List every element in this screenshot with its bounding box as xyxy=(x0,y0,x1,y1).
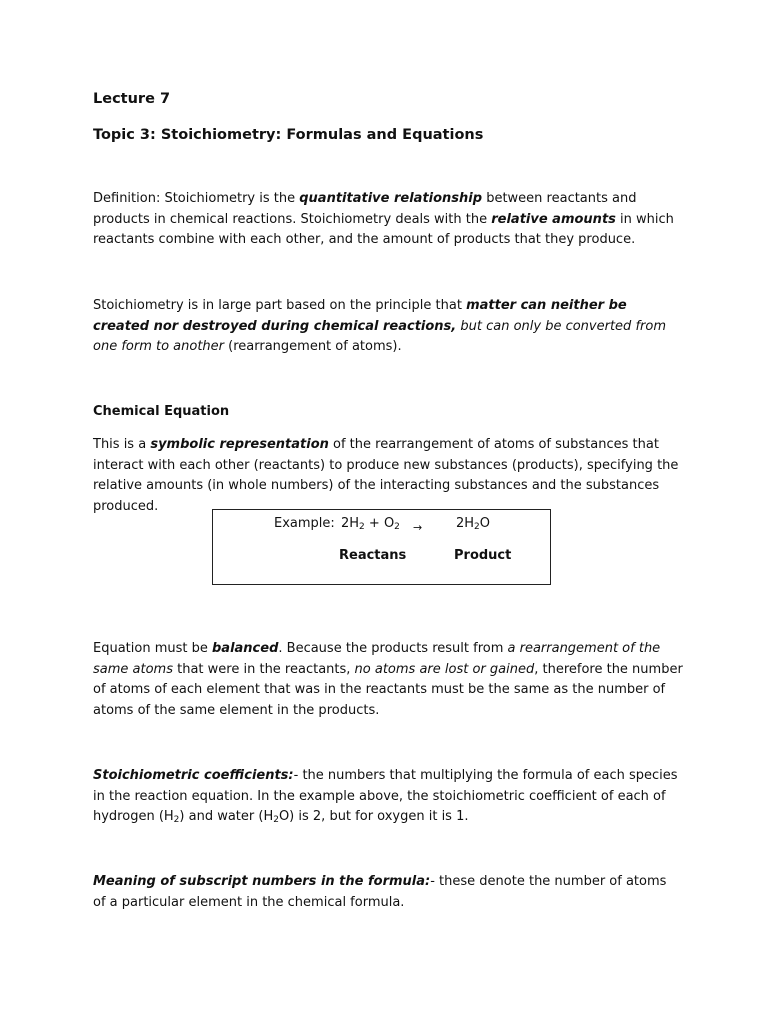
chemical-equation-paragraph: This is a symbolic representation of the rearrangement of atoms of substances that interact with each other (reactants) to produce new substances (products), specifying the relative amounts (in whole numbers) of the interacting substances and the substances produced. xyxy=(93,437,679,514)
reaction-arrow-icon: → xyxy=(413,521,423,534)
relative-amounts-emphasis: relative amounts xyxy=(491,211,616,227)
product-label: Product xyxy=(454,548,512,563)
example-equation-box xyxy=(212,509,551,585)
coefficients-term: Stoichiometric coefficients: xyxy=(93,768,294,783)
balanced-emphasis: balanced xyxy=(212,641,279,656)
balanced-paragraph: Equation must be balanced. Because the products result from a rearrangement of the same atoms that were in the reactants, no atoms are lost or gained, therefore the number of atoms of each element that was in the reactants must be the same as the number of atoms of the same element in the products. xyxy=(93,641,683,718)
principle-paragraph: Stoichiometry is in large part based on the principle that matter can neither be created nor destroyed during chemical reactions, but can only be converted from one form to another (rearrangement of atoms). xyxy=(93,298,666,355)
example-label: Example: xyxy=(274,516,335,531)
symbolic-representation-emphasis: symbolic representation xyxy=(150,437,329,452)
chemical-equation-heading: Chemical Equation xyxy=(93,404,230,419)
reactants-label: Reactans xyxy=(339,548,407,563)
topic-title: Topic 3: Stoichiometry: Formulas and Equations xyxy=(93,127,484,143)
product-formula: $2H_2O$ xyxy=(456,516,491,532)
definition-paragraph: Definition: Stoichiometry is the quantitative relationship between reactants and products in chemical reactions. Stoichiometry deals with the relative amounts in which reactants combine with each other, and the amount of products that they produce. xyxy=(93,191,674,248)
conservation-emphasis: matter can neither be created nor destroyed during chemical reactions, xyxy=(93,298,627,334)
subscripts-term: Meaning of subscript numbers in the formula: xyxy=(93,874,431,889)
quantitative-relationship-emphasis: quantitative relationship xyxy=(299,191,483,206)
subscripts-paragraph: Meaning of subscript numbers in the formula:- these denote the number of atoms of a particular element in the chemical formula. xyxy=(93,874,667,910)
coefficients-paragraph: Stoichiometric coefficients:- the numbers that multiplying the formula of each species in the reaction equation. In the example above, the stoichiometric coefficient of each of hydrogen $(H_2)$ and water $(H_2O)$ is 2, but for oxygen it is 1. xyxy=(93,768,678,826)
lecture-title: Lecture 7 xyxy=(93,91,171,107)
reactants-formula: $2H_2 + O_2$ xyxy=(341,516,400,532)
